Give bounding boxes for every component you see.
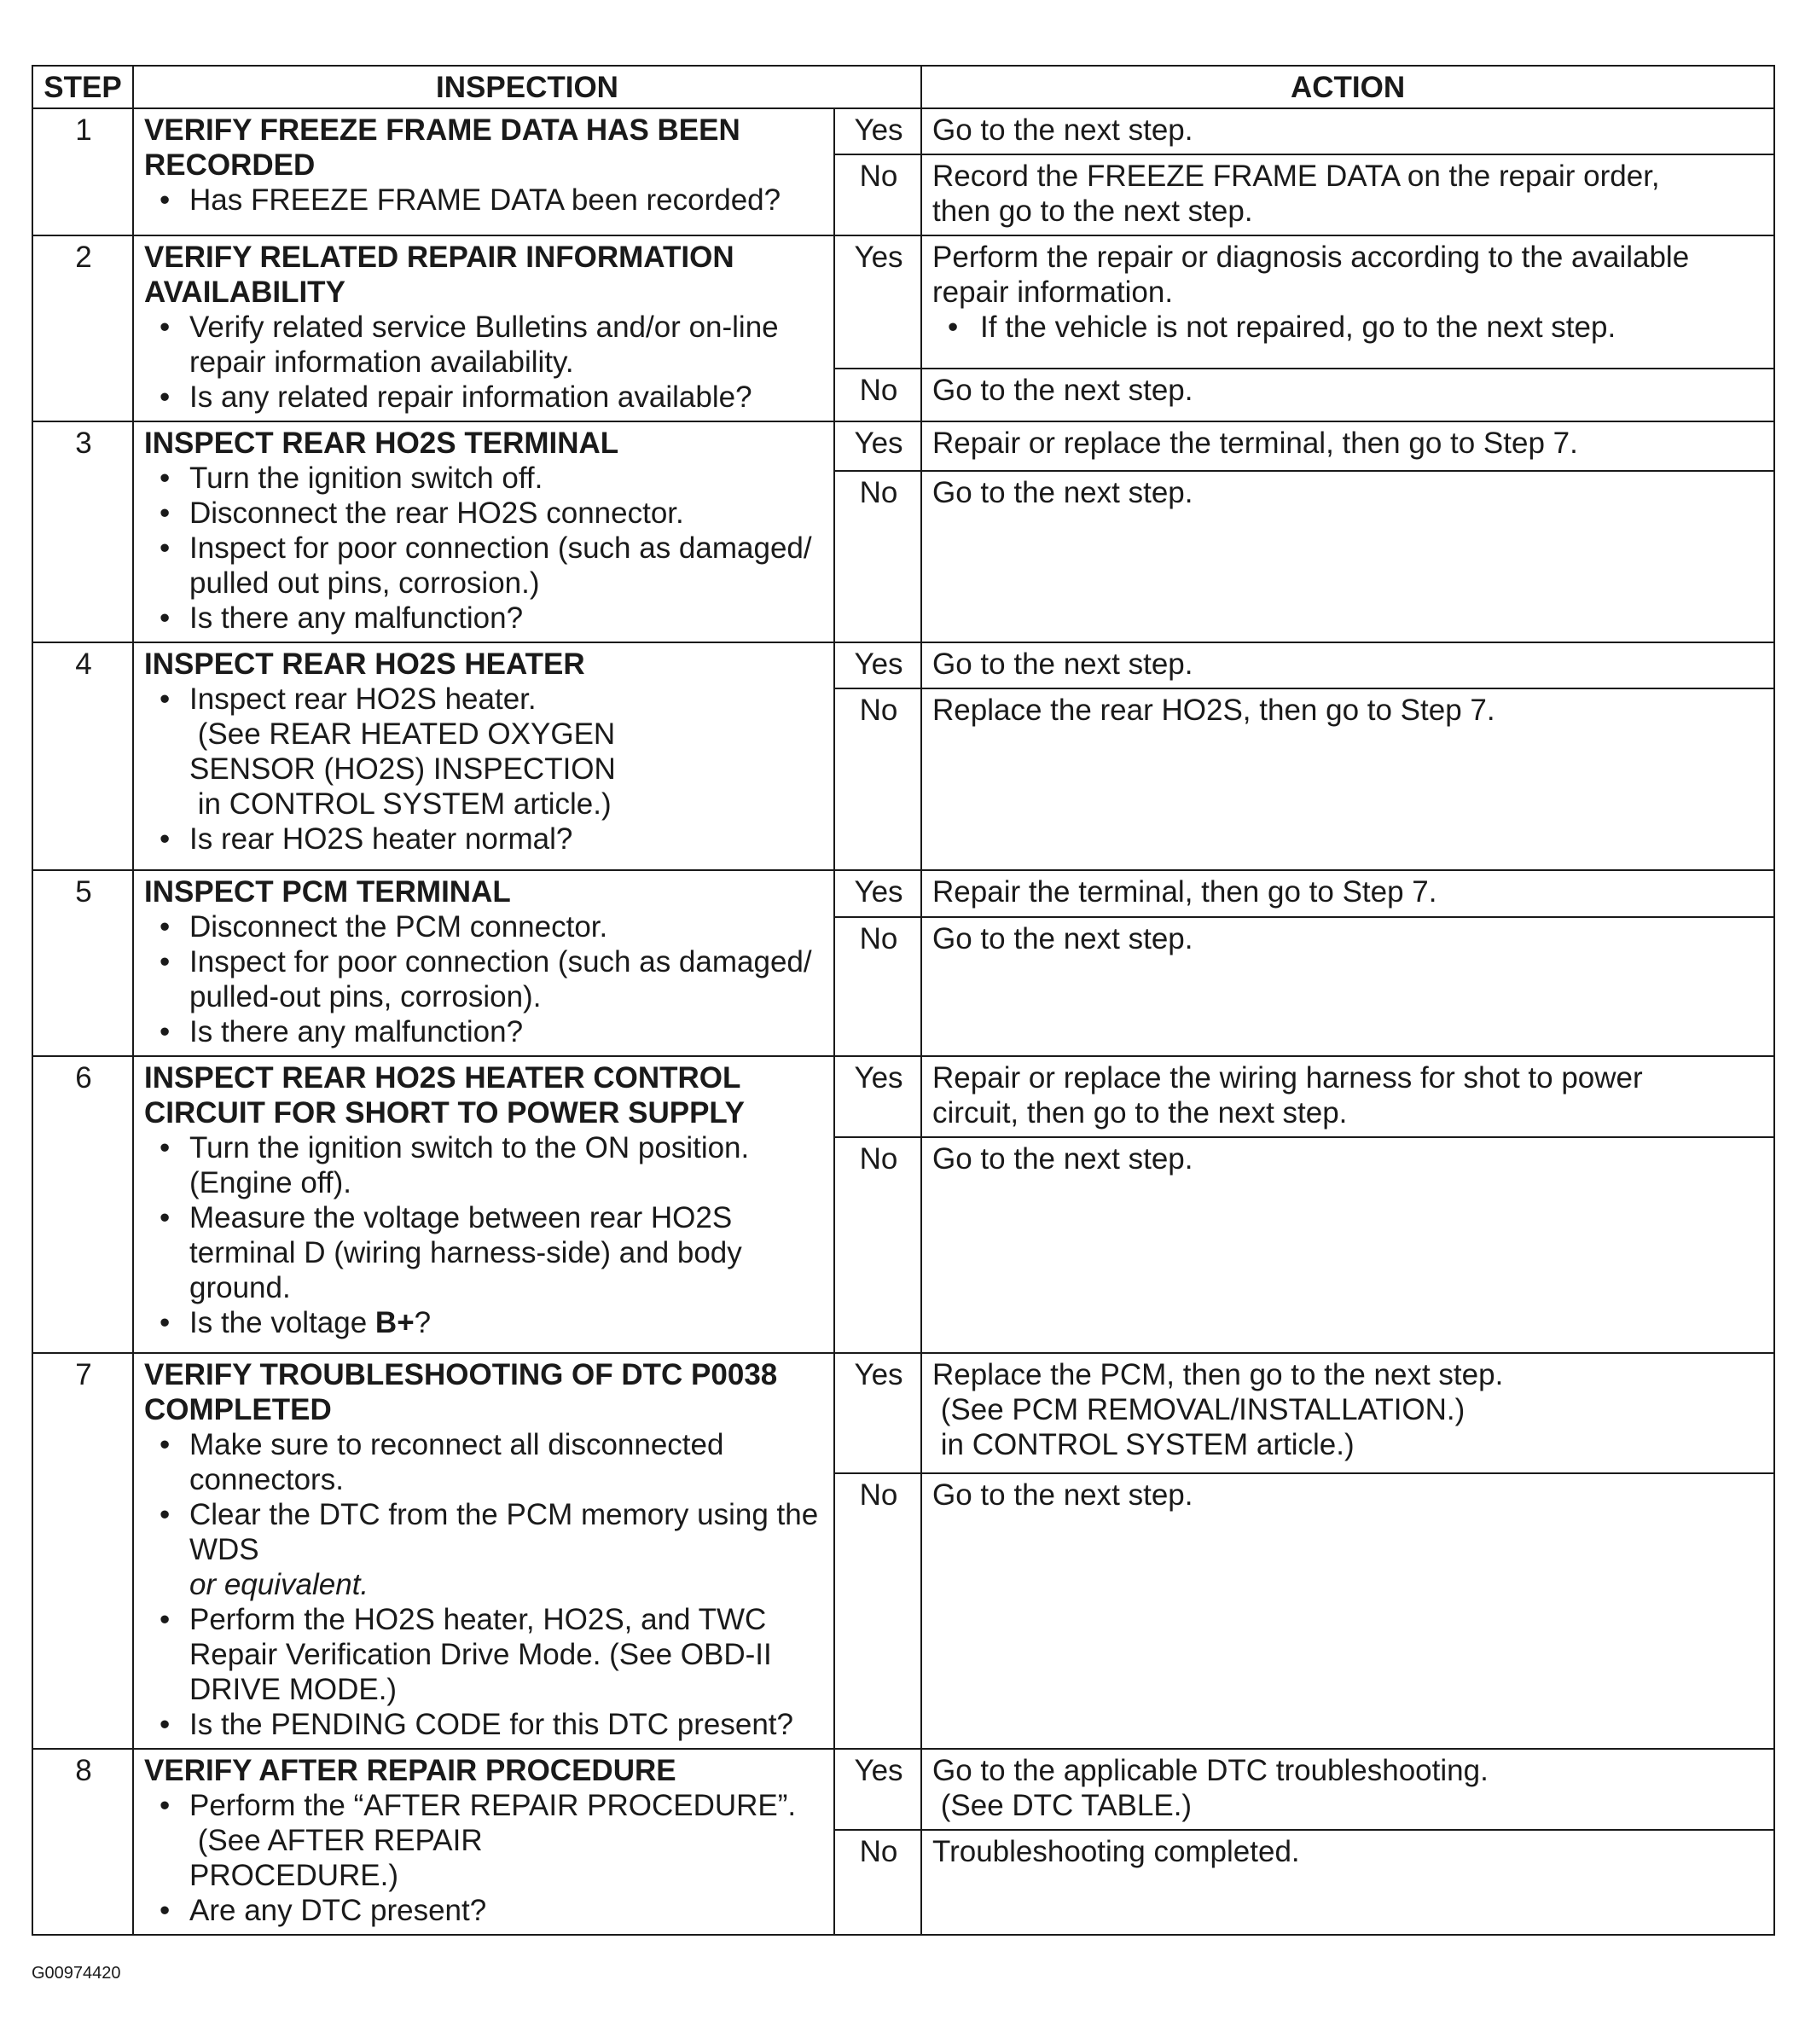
list-item: • Turn the ignition switch to the ON position. (Engine off). [144, 1130, 825, 1200]
inspection-title: VERIFY FREEZE FRAME DATA HAS BEEN RECORDED [144, 113, 740, 182]
list-item: • Is the PENDING CODE for this DTC present? [144, 1707, 825, 1742]
yes-label: Yes [834, 1749, 921, 1830]
list-item: • Has FREEZE FRAME DATA been recorded? [144, 183, 825, 218]
table-row [32, 1749, 1774, 1830]
yes-action-cell: Repair or replace the wiring harness for shot to power circuit, then go to the next step. [921, 1056, 1774, 1137]
no-label: No [834, 1137, 921, 1353]
no-label: No [834, 1830, 921, 1935]
list-item: • Is there any malfunction? [144, 601, 825, 636]
yes-action-cell: Perform the repair or diagnosis according to the available repair information. • If the vehicle is not repaired, go to the next step. [921, 235, 1774, 369]
no-label: No [834, 917, 921, 1056]
no-action-cell: Replace the rear HO2S, then go to Step 7. [921, 688, 1774, 870]
yes-label: Yes [834, 108, 921, 154]
list-item: • Is rear HO2S heater normal? [144, 822, 825, 857]
inspection-bullets [144, 461, 825, 636]
table-row [32, 1056, 1774, 1137]
no-label: No [834, 1473, 921, 1749]
no-label: No [834, 154, 921, 235]
yes-label: Yes [834, 642, 921, 688]
inspection-cell [133, 642, 834, 870]
yes-label: Yes [834, 1353, 921, 1473]
step-number: 8 [32, 1749, 133, 1935]
inspection-bullets [144, 909, 825, 1049]
table-row [32, 642, 1774, 688]
diagnostic-procedure-table [32, 65, 1775, 1936]
step-number: 6 [32, 1056, 133, 1353]
list-item: • Verify related service Bulletins and/or on-line repair information availability. [144, 310, 825, 380]
list-item: • Make sure to reconnect all disconnected connectors. [144, 1427, 825, 1497]
table-header-row [32, 66, 1774, 108]
inspection-title: VERIFY RELATED REPAIR INFORMATION AVAILABILITY [144, 241, 734, 309]
no-action-cell: Go to the next step. [921, 1137, 1774, 1353]
yes-action-cell: Repair the terminal, then go to Step 7. [921, 870, 1774, 917]
list-item: • Is any related repair information available? [144, 380, 825, 415]
yes-action-cell: Repair or replace the terminal, then go to Step 7. [921, 421, 1774, 471]
list-item: • Is there any malfunction? [144, 1014, 825, 1049]
inspection-column-header: INSPECTION [133, 66, 921, 108]
list-item: • Disconnect the rear HO2S connector. [144, 496, 825, 531]
list-item: • Measure the voltage between rear HO2S terminal D (wiring harness-side) and body ground. [144, 1200, 825, 1305]
yes-label: Yes [834, 421, 921, 471]
list-item: • Inspect rear HO2S heater. (See REAR HEATED OXYGEN SENSOR (HO2S) INSPECTION in CONTROL SYSTEM article.) [144, 682, 825, 822]
inspection-cell [133, 1749, 834, 1935]
table-row [32, 235, 1774, 369]
inspection-bullets [144, 682, 825, 857]
list-item: • Perform the HO2S heater, HO2S, and TWC Repair Verification Drive Mode. (See OBD-II DRIVE MODE.) [144, 1602, 825, 1707]
no-action-cell: Troubleshooting completed. [921, 1830, 1774, 1935]
list-item: • Perform the “AFTER REPAIR PROCEDURE”. (See AFTER REPAIR PROCEDURE.) [144, 1788, 825, 1893]
inspection-title: INSPECT REAR HO2S TERMINAL [144, 427, 619, 460]
step-number: 4 [32, 642, 133, 870]
yes-label: Yes [834, 870, 921, 917]
yes-action-cell: Go to the next step. [921, 108, 1774, 154]
no-action-cell: Go to the next step. [921, 1473, 1774, 1749]
step-column-header: STEP [32, 66, 133, 108]
list-item: • Inspect for poor connection (such as damaged/ pulled-out pins, corrosion). [144, 944, 825, 1014]
list-item: • Clear the DTC from the PCM memory using the WDS or equivalent. [144, 1497, 825, 1602]
step-number: 5 [32, 870, 133, 1056]
list-item: • Is the voltage B+? [144, 1305, 825, 1340]
action-column-header: ACTION [921, 66, 1774, 108]
inspection-bullets [144, 183, 825, 218]
list-item: • Disconnect the PCM connector. [144, 909, 825, 944]
no-label: No [834, 369, 921, 421]
step-number: 2 [32, 235, 133, 421]
inspection-bullets [144, 1788, 825, 1928]
yes-action-cell: Go to the next step. [921, 642, 1774, 688]
list-item: • Are any DTC present? [144, 1893, 825, 1928]
inspection-cell [133, 108, 834, 235]
inspection-bullets [144, 1130, 825, 1340]
no-action-cell: Go to the next step. [921, 471, 1774, 642]
no-label: No [834, 471, 921, 642]
yes-action-cell: Go to the applicable DTC troubleshooting. (See DTC TABLE.) [921, 1749, 1774, 1830]
inspection-cell [133, 235, 834, 421]
inspection-cell [133, 421, 834, 642]
inspection-title: INSPECT REAR HO2S HEATER CONTROL CIRCUIT FOR SHORT TO POWER SUPPLY [144, 1061, 745, 1129]
list-item: • Inspect for poor connection (such as damaged/ pulled out pins, corrosion.) [144, 531, 825, 601]
inspection-cell [133, 1353, 834, 1749]
step-number: 7 [32, 1353, 133, 1749]
inspection-title: VERIFY TROUBLESHOOTING OF DTC P0038 COMPLETED [144, 1358, 778, 1426]
inspection-title: VERIFY AFTER REPAIR PROCEDURE [144, 1754, 676, 1787]
inspection-cell [133, 1056, 834, 1353]
no-action-cell: Record the FREEZE FRAME DATA on the repair order, then go to the next step. [921, 154, 1774, 235]
inspection-title: INSPECT PCM TERMINAL [144, 875, 511, 909]
table-row [32, 108, 1774, 154]
inspection-bullets [144, 310, 825, 415]
table-row [32, 1353, 1774, 1473]
no-label: No [834, 688, 921, 870]
inspection-bullets [144, 1427, 825, 1742]
no-action-cell: Go to the next step. [921, 917, 1774, 1056]
table-row [32, 870, 1774, 917]
inspection-cell [133, 870, 834, 1056]
yes-label: Yes [834, 1056, 921, 1137]
table-row [32, 421, 1774, 471]
step-number: 3 [32, 421, 133, 642]
yes-label: Yes [834, 235, 921, 369]
figure-id: G00974420 [32, 1964, 121, 1983]
list-item: • Turn the ignition switch off. [144, 461, 825, 496]
step-number: 1 [32, 108, 133, 235]
yes-action-cell: Replace the PCM, then go to the next step. (See PCM REMOVAL/INSTALLATION.) in CONTROL SYSTEM article.) [921, 1353, 1774, 1473]
inspection-title: INSPECT REAR HO2S HEATER [144, 647, 585, 681]
no-action-cell: Go to the next step. [921, 369, 1774, 421]
